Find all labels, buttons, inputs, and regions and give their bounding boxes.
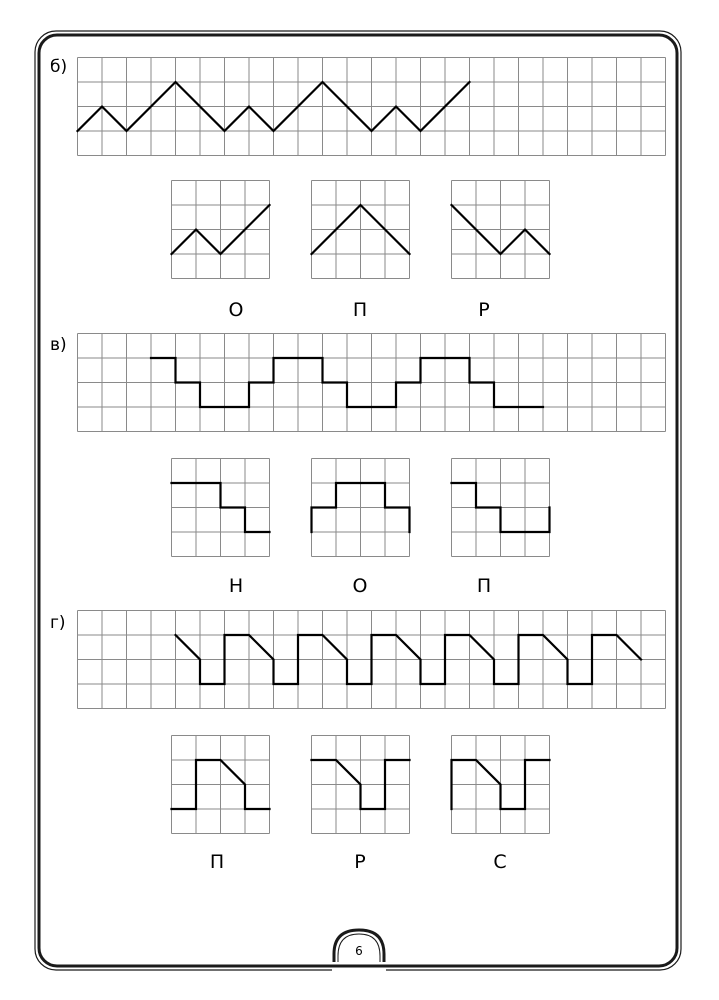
option-grid-g-r [311,735,411,835]
option-grid-g-p [171,735,271,835]
option-grid-b-r [451,180,551,280]
option-grid-v-o [311,458,411,558]
main-pattern-grid-b [77,57,667,157]
option-grid-v-n [171,458,271,558]
section-label-g: г) [50,613,66,633]
option-letter-b-o: О [228,299,244,321]
option-grid-v-p [451,458,551,558]
option-letter-g-r: Р [354,851,366,873]
main-pattern-grid-v [77,333,667,433]
option-letter-b-p: П [352,299,368,321]
option-letter-g-s: С [493,851,507,873]
option-letter-v-p: П [476,575,492,597]
option-grid-b-o [171,180,271,280]
option-grid-b-p [311,180,411,280]
option-letter-b-r: Р [478,299,490,321]
option-letter-v-n: Н [228,575,244,597]
section-label-b: б) [50,57,68,77]
page-number: 6 [355,944,363,958]
option-letter-v-o: О [352,575,368,597]
main-pattern-grid-g [77,610,667,710]
option-letter-g-p: П [209,851,225,873]
option-grid-g-s [451,735,551,835]
section-label-v: в) [50,335,67,355]
